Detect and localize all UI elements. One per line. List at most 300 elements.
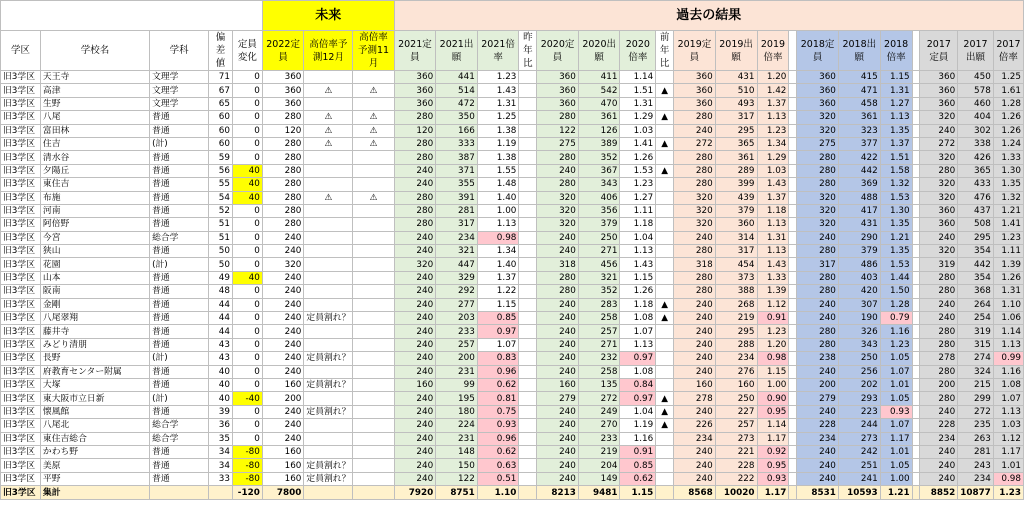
cell-app2017: 234	[958, 472, 994, 485]
header-cell: 学科	[150, 31, 209, 71]
cell-rate2018: 1.05	[880, 352, 912, 365]
cell-rate2017: 1.33	[993, 151, 1023, 164]
cell-app2020: 343	[578, 178, 620, 191]
cell-cap2020: 280	[537, 178, 579, 191]
cell-cap2022: 160	[262, 445, 304, 458]
cell-course: (計)	[150, 352, 209, 365]
cell-warn11	[353, 352, 394, 365]
cell-warn12	[304, 164, 353, 177]
cell-yoy2020	[656, 191, 674, 204]
cell-cap2017: 280	[920, 285, 958, 298]
cell-rate2018: 1.35	[880, 245, 912, 258]
cell-yoy2021	[519, 151, 537, 164]
cell-cap2022: 240	[262, 231, 304, 244]
header-cell: 前年比	[656, 31, 674, 71]
cell-rate2021: 1.40	[477, 258, 519, 271]
cell-warn11	[353, 338, 394, 351]
cell-rate2020: 1.15	[620, 271, 656, 284]
cell-rate2018: 1.30	[880, 204, 912, 217]
cell-rate2018: 1.01	[880, 378, 912, 391]
cell-cap2020: 275	[537, 137, 579, 150]
cell-cap2021: 240	[394, 338, 436, 351]
total-cap2020: 8213	[537, 486, 579, 500]
cell-cap2022: 240	[262, 365, 304, 378]
cell-deviation: 50	[209, 258, 233, 271]
total-rate2017: 1.23	[993, 486, 1023, 500]
cell-cap2021: 120	[394, 124, 436, 137]
cell-app2018: 273	[838, 432, 880, 445]
cell-app2019: 493	[715, 97, 757, 110]
cell-rate2020: 1.11	[620, 204, 656, 217]
table-row	[1, 432, 1024, 445]
header-cell: 2020倍率	[620, 31, 656, 71]
cell-cap2019: 240	[674, 445, 716, 458]
cell-rate2021: 1.55	[477, 164, 519, 177]
cell-course: 普通	[150, 164, 209, 177]
cell-rate2020: 1.04	[620, 405, 656, 418]
cell-cap2019: 280	[674, 164, 716, 177]
cell-app2020: 456	[578, 258, 620, 271]
cell-rate2018: 1.13	[880, 111, 912, 124]
cell-course: 文理学	[150, 97, 209, 110]
cell-cap2018: 320	[797, 124, 839, 137]
cell-app2018: 251	[838, 459, 880, 472]
cell-rate2018: 1.15	[880, 71, 912, 84]
cell-rate2020: 1.26	[620, 285, 656, 298]
table-row	[1, 111, 1024, 124]
cell-app2017: 295	[958, 231, 994, 244]
cell-rate2019: 1.14	[757, 419, 789, 432]
cell-school: 府教育センター附属	[40, 365, 149, 378]
cell-cap2020: 240	[537, 245, 579, 258]
cell-change: 0	[232, 231, 262, 244]
cell-app2019: 250	[715, 392, 757, 405]
cell-app2019: 222	[715, 472, 757, 485]
cell-district: 旧3学区	[1, 218, 41, 231]
cell-cap2021: 240	[394, 285, 436, 298]
cell-app2018: 420	[838, 285, 880, 298]
cell-app2021: 292	[436, 285, 478, 298]
cell-warn11	[353, 405, 394, 418]
cell-cap2022: 280	[262, 111, 304, 124]
cell-course: 普通	[150, 111, 209, 124]
cell-rate2020: 1.31	[620, 97, 656, 110]
cell-course: 普通	[150, 338, 209, 351]
cell-app2019: 288	[715, 338, 757, 351]
cell-school: 阿倍野	[40, 218, 149, 231]
cell-cap2018: 280	[797, 164, 839, 177]
cell-course: 総合学	[150, 432, 209, 445]
cell-rate2020: 1.13	[620, 338, 656, 351]
cell-warn12	[304, 178, 353, 191]
cell-cap2021: 240	[394, 445, 436, 458]
cell-rate2017: 1.39	[993, 258, 1023, 271]
cell-app2020: 149	[578, 472, 620, 485]
table-row	[1, 204, 1024, 217]
cell-app2021: 200	[436, 352, 478, 365]
cell-app2018: 471	[838, 84, 880, 97]
cell-app2017: 243	[958, 459, 994, 472]
cell-change: 40	[232, 164, 262, 177]
cell-cap2022: 240	[262, 312, 304, 325]
cell-course: 普通	[150, 271, 209, 284]
cell-district: 旧3学区	[1, 84, 41, 97]
header-cell: 2018定員	[797, 31, 839, 71]
cell-yoy2021	[519, 258, 537, 271]
cell-cap2021: 280	[394, 111, 436, 124]
cell-rate2020: 1.16	[620, 432, 656, 445]
cell-app2019: 431	[715, 71, 757, 84]
cell-rate2017: 1.01	[993, 459, 1023, 472]
cell-rate2017: 1.26	[993, 271, 1023, 284]
header-cell: 2018出願	[838, 31, 880, 71]
cell-district: 旧3学区	[1, 204, 41, 217]
cell-app2017: 426	[958, 151, 994, 164]
cell-app2019: 317	[715, 245, 757, 258]
cell-yoy2021	[519, 405, 537, 418]
cell-rate2019: 0.98	[757, 352, 789, 365]
cell-rate2018: 1.01	[880, 445, 912, 458]
cell-school: 東大阪市立日新	[40, 392, 149, 405]
cell-deviation: 33	[209, 472, 233, 485]
cell-cap2020: 240	[537, 312, 579, 325]
cell-cap2019: 160	[674, 378, 716, 391]
table-row	[1, 218, 1024, 231]
header-cell: 2021定員	[394, 31, 436, 71]
cell-warn11	[353, 178, 394, 191]
cell-cap2020: 280	[537, 111, 579, 124]
cell-cap2018: 360	[797, 84, 839, 97]
header-cell: 2021出願	[436, 31, 478, 71]
cell-school: 平野	[40, 472, 149, 485]
cell-cap2022: 240	[262, 285, 304, 298]
cell-school: 狭山	[40, 245, 149, 258]
cell-cap2021: 280	[394, 204, 436, 217]
cell-app2021: 233	[436, 325, 478, 338]
cell-rate2020: 1.18	[620, 218, 656, 231]
cell-app2020: 470	[578, 97, 620, 110]
cell-cap2021: 280	[394, 151, 436, 164]
cell-app2018: 256	[838, 365, 880, 378]
cell-rate2017: 1.17	[993, 445, 1023, 458]
cell-yoy2020: ▲	[656, 111, 674, 124]
cell-cap2017: 360	[920, 97, 958, 110]
cell-app2021: 391	[436, 191, 478, 204]
cell-district: 旧3学区	[1, 178, 41, 191]
cell-rate2019: 1.20	[757, 71, 789, 84]
cell-yoy2020	[656, 245, 674, 258]
cell-app2018: 202	[838, 378, 880, 391]
cell-school: 布施	[40, 191, 149, 204]
total-label: 集計	[40, 486, 149, 500]
cell-cap2022: 240	[262, 271, 304, 284]
cell-warn11	[353, 365, 394, 378]
cell-app2018: 361	[838, 111, 880, 124]
cell-rate2017: 1.11	[993, 245, 1023, 258]
cell-rate2018: 1.44	[880, 271, 912, 284]
cell-rate2018: 1.00	[880, 472, 912, 485]
table-row	[1, 365, 1024, 378]
cell-cap2018: 320	[797, 218, 839, 231]
cell-district: 旧3学区	[1, 271, 41, 284]
cell-app2021: 148	[436, 445, 478, 458]
cell-school: 美原	[40, 459, 149, 472]
cell-cap2019: 240	[674, 312, 716, 325]
cell-cap2018: 228	[797, 419, 839, 432]
cell-rate2021: 0.62	[477, 445, 519, 458]
cell-yoy2021	[519, 218, 537, 231]
cell-yoy2020	[656, 71, 674, 84]
cell-cap2021: 240	[394, 365, 436, 378]
cell-app2020: 389	[578, 137, 620, 150]
cell-rate2020: 1.14	[620, 71, 656, 84]
cell-course: 普通	[150, 325, 209, 338]
cell-cap2018: 320	[797, 204, 839, 217]
cell-cap2020: 240	[537, 459, 579, 472]
cell-app2018: 442	[838, 164, 880, 177]
cell-district: 旧3学区	[1, 137, 41, 150]
cell-cap2021: 320	[394, 258, 436, 271]
table-row	[1, 258, 1024, 271]
cell-cap2019: 280	[674, 111, 716, 124]
cell-rate2019: 1.31	[757, 231, 789, 244]
cell-warn11: ⚠	[353, 137, 394, 150]
cell-course: 普通	[150, 312, 209, 325]
cell-warn12	[304, 71, 353, 84]
cell-yoy2021	[519, 191, 537, 204]
cell-rate2020: 1.26	[620, 151, 656, 164]
cell-app2019: 228	[715, 459, 757, 472]
header-cell: 定員変化	[232, 31, 262, 71]
cell-rate2018: 1.05	[880, 392, 912, 405]
cell-yoy2020	[656, 472, 674, 485]
cell-app2020: 250	[578, 231, 620, 244]
table-row	[1, 71, 1024, 84]
cell-course: 普通	[150, 365, 209, 378]
cell-rate2017: 1.28	[993, 97, 1023, 110]
cell-app2021: 231	[436, 365, 478, 378]
cell-course: 普通	[150, 245, 209, 258]
cell-app2020: 272	[578, 392, 620, 405]
totals-row	[1, 486, 1024, 500]
cell-rate2018: 1.58	[880, 164, 912, 177]
cell-warn11: ⚠	[353, 124, 394, 137]
cell-app2019: 221	[715, 445, 757, 458]
cell-cap2020: 280	[537, 271, 579, 284]
cell-cap2018: 280	[797, 271, 839, 284]
total-cap2018: 8531	[797, 486, 839, 500]
cell-cap2020: 320	[537, 218, 579, 231]
cell-cap2017: 320	[920, 191, 958, 204]
cell-app2020: 270	[578, 419, 620, 432]
cell-rate2017: 0.99	[993, 352, 1023, 365]
cell-app2020: 352	[578, 285, 620, 298]
cell-cap2017: 360	[920, 204, 958, 217]
cell-yoy2021	[519, 365, 537, 378]
cell-rate2017: 1.08	[993, 378, 1023, 391]
cell-cap2018: 240	[797, 298, 839, 311]
cell-deviation: 51	[209, 231, 233, 244]
cell-app2017: 354	[958, 245, 994, 258]
cell-yoy2021	[519, 84, 537, 97]
cell-cap2022: 240	[262, 245, 304, 258]
cell-cap2018: 240	[797, 459, 839, 472]
cell-warn11	[353, 231, 394, 244]
cell-rate2020: 1.53	[620, 164, 656, 177]
cell-rate2017: 1.26	[993, 124, 1023, 137]
cell-app2020: 219	[578, 445, 620, 458]
cell-district: 旧3学区	[1, 191, 41, 204]
cell-school: 金剛	[40, 298, 149, 311]
cell-cap2019: 360	[674, 97, 716, 110]
cell-district: 旧3学区	[1, 419, 41, 432]
cell-rate2018: 1.53	[880, 258, 912, 271]
table-row	[1, 325, 1024, 338]
table-row	[1, 124, 1024, 137]
cell-rate2018: 1.28	[880, 298, 912, 311]
cell-cap2022: 120	[262, 124, 304, 137]
cell-cap2018: 360	[797, 97, 839, 110]
table-row	[1, 271, 1024, 284]
cell-app2021: 281	[436, 204, 478, 217]
cell-cap2020: 360	[537, 84, 579, 97]
cell-app2017: 442	[958, 258, 994, 271]
cell-yoy2021	[519, 231, 537, 244]
table-row	[1, 419, 1024, 432]
cell-change: 0	[232, 325, 262, 338]
cell-app2017: 302	[958, 124, 994, 137]
cell-school: 夕陽丘	[40, 164, 149, 177]
cell-cap2020: 360	[537, 71, 579, 84]
cell-school: 生野	[40, 97, 149, 110]
cell-district: 旧3学区	[1, 245, 41, 258]
cell-rate2020: 1.19	[620, 419, 656, 432]
cell-app2018: 417	[838, 204, 880, 217]
cell-rate2021: 1.34	[477, 245, 519, 258]
cell-app2021: 387	[436, 151, 478, 164]
cell-course: 普通	[150, 472, 209, 485]
cell-warn12	[304, 204, 353, 217]
cell-cap2017: 320	[920, 245, 958, 258]
total-app2017: 10877	[958, 486, 994, 500]
cell-yoy2020	[656, 365, 674, 378]
cell-app2018: 242	[838, 445, 880, 458]
cell-app2021: 203	[436, 312, 478, 325]
cell-course: 普通	[150, 445, 209, 458]
cell-cap2017: 200	[920, 378, 958, 391]
total-app2020: 9481	[578, 486, 620, 500]
cell-rate2017: 1.16	[993, 365, 1023, 378]
cell-rate2019: 1.33	[757, 271, 789, 284]
cell-change: 0	[232, 378, 262, 391]
cell-cap2019: 240	[674, 352, 716, 365]
cell-warn12	[304, 419, 353, 432]
cell-district: 旧3学区	[1, 151, 41, 164]
cell-deviation: 35	[209, 432, 233, 445]
cell-deviation: 44	[209, 312, 233, 325]
cell-app2018: 403	[838, 271, 880, 284]
cell-warn12: 定員割れ？	[304, 459, 353, 472]
cell-warn11	[353, 432, 394, 445]
table-row	[1, 352, 1024, 365]
cell-rate2019: 1.37	[757, 191, 789, 204]
table-row	[1, 178, 1024, 191]
cell-app2019: 257	[715, 419, 757, 432]
cell-rate2017: 1.13	[993, 405, 1023, 418]
cell-app2018: 343	[838, 338, 880, 351]
cell-warn12	[304, 392, 353, 405]
cell-rate2019: 1.03	[757, 164, 789, 177]
cell-app2018: 290	[838, 231, 880, 244]
cell-rate2021: 1.23	[477, 71, 519, 84]
cell-warn11	[353, 71, 394, 84]
cell-course: 普通	[150, 378, 209, 391]
cell-app2017: 476	[958, 191, 994, 204]
cell-school: 懐風館	[40, 405, 149, 418]
cell-change: 0	[232, 71, 262, 84]
cell-yoy2020	[656, 258, 674, 271]
cell-school: 清水谷	[40, 151, 149, 164]
cell-rate2017: 1.06	[993, 312, 1023, 325]
cell-warn12: ⚠	[304, 124, 353, 137]
cell-rate2017: 1.35	[993, 178, 1023, 191]
cell-warn12	[304, 298, 353, 311]
cell-app2020: 257	[578, 325, 620, 338]
cell-deviation: 71	[209, 71, 233, 84]
cell-rate2021: 0.96	[477, 365, 519, 378]
cell-cap2021: 240	[394, 231, 436, 244]
cell-warn12: ⚠	[304, 191, 353, 204]
cell-course: 普通	[150, 459, 209, 472]
cell-rate2018: 0.93	[880, 405, 912, 418]
cell-cap2018: 240	[797, 445, 839, 458]
header-cell: 2017倍率	[993, 31, 1023, 71]
cell-app2020: 361	[578, 111, 620, 124]
cell-change: -40	[232, 392, 262, 405]
cell-rate2020: 1.51	[620, 84, 656, 97]
cell-change: -80	[232, 459, 262, 472]
total-change: -120	[232, 486, 262, 500]
cell-course: 普通	[150, 285, 209, 298]
cell-cap2022: 280	[262, 204, 304, 217]
cell-cap2018: 317	[797, 258, 839, 271]
cell-change: 0	[232, 111, 262, 124]
cell-deviation: 39	[209, 405, 233, 418]
cell-yoy2020	[656, 432, 674, 445]
cell-app2021: 317	[436, 218, 478, 231]
cell-warn11: ⚠	[353, 191, 394, 204]
cell-cap2019: 272	[674, 137, 716, 150]
cell-app2021: 166	[436, 124, 478, 137]
cell-cap2020: 320	[537, 204, 579, 217]
cell-change: 0	[232, 365, 262, 378]
cell-district: 旧3学区	[1, 472, 41, 485]
cell-cap2020: 360	[537, 97, 579, 110]
cell-school: 天王寺	[40, 71, 149, 84]
cell-warn11	[353, 151, 394, 164]
cell-cap2018: 240	[797, 472, 839, 485]
cell-rate2021: 0.75	[477, 405, 519, 418]
cell-warn12: 定員割れ？	[304, 378, 353, 391]
cell-course: (計)	[150, 137, 209, 150]
cell-deviation: 34	[209, 445, 233, 458]
cell-app2021: 180	[436, 405, 478, 418]
cell-app2021: 231	[436, 432, 478, 445]
cell-district: 旧3学区	[1, 298, 41, 311]
cell-rate2021: 0.96	[477, 432, 519, 445]
cell-deviation: 60	[209, 124, 233, 137]
cell-app2018: 190	[838, 312, 880, 325]
